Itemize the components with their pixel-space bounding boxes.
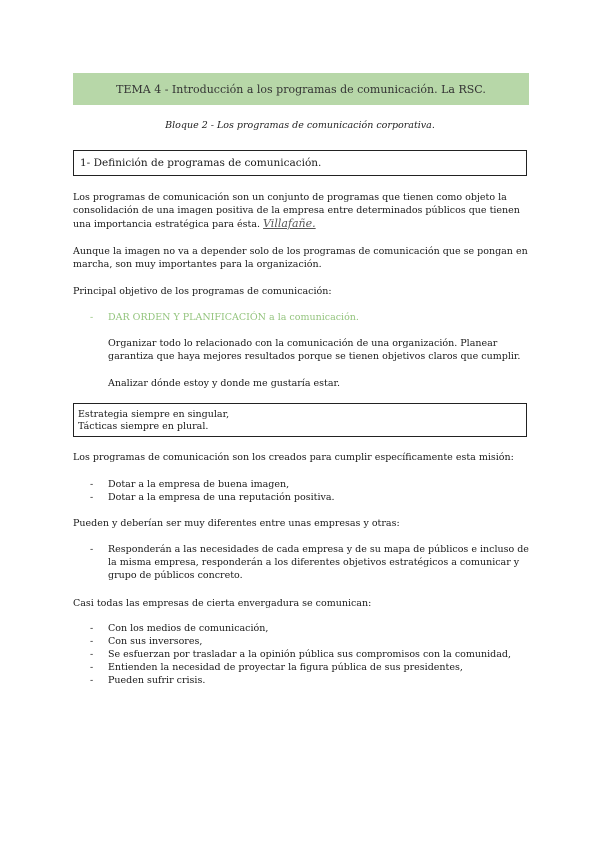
objective-list: [90, 311, 530, 324]
note-line-2: Tácticas siempre en plural.: [78, 420, 209, 432]
companies-list: [90, 622, 530, 687]
mission-list: [90, 478, 530, 504]
list-item-text: Responderán a las necesidades de cada empresa y de su mapa de públicos e incluso de la misma empresa, responderán a los diferentes objetivos estratégicos a comunicar y grupo de públicos concreto.: [108, 544, 529, 581]
list-item: [90, 491, 530, 504]
block-subtitle: Bloque 2 - Los programas de comunicación corporativa.: [165, 120, 435, 131]
list-item: [90, 661, 530, 674]
list-item: [90, 311, 530, 324]
bullet-dash: -: [90, 544, 94, 555]
objective-analysis: Analizar dónde estoy y donde me gustaría estar.: [108, 378, 341, 389]
topic-title: TEMA 4 - Introducción a los programas de comunicación. La RSC.: [116, 82, 486, 96]
note-line-1: Estrategia siempre en singular,: [78, 409, 230, 420]
list-item: [90, 622, 530, 635]
strategy-note-box: [73, 403, 527, 437]
list-item-text: Entienden la necesidad de proyectar la figura pública de sus presidentes,: [108, 662, 463, 673]
list-item-text: Se esfuerzan por trasladar a la opinión pública sus compromisos con la comunidad,: [108, 649, 512, 660]
objective-label: Principal objetivo de los programas de comunicación:: [73, 286, 332, 297]
list-item-text: Con los medios de comunicación,: [108, 623, 269, 634]
definition-paragraph: [73, 191, 533, 231]
section-heading-box: [73, 150, 527, 176]
bullet-dash: -: [90, 479, 94, 490]
differences-intro: Pueden y deberían ser muy diferentes entre unas empresas y otras:: [73, 518, 400, 529]
objective-rest: a la comunicación.: [266, 312, 359, 323]
bullet-dash: -: [90, 492, 94, 503]
list-item-text: Con sus inversores,: [108, 636, 203, 647]
companies-intro: Casi todas las empresas de cierta envergadura se comunican:: [73, 598, 372, 609]
mission-intro: Los programas de comunicación son los creados para cumplir específicamente esta misión:: [73, 452, 514, 463]
list-item-text: Dotar a la empresa de buena imagen,: [108, 479, 290, 490]
topic-title-banner: [73, 73, 529, 105]
objective-highlight: DAR ORDEN Y PLANIFICACIÓN: [108, 312, 266, 323]
definition-text: Los programas de comunicación son un conjunto de programas que tienen como objeto la consolidación de una imagen positiva de la empresa entre determinados públicos que tienen una importancia estratégica para ésta.: [73, 192, 520, 230]
list-item: [90, 674, 530, 687]
bullet-dash: -: [90, 675, 94, 686]
bullet-dash: -: [90, 649, 94, 660]
list-item-text: Pueden sufrir crisis.: [108, 675, 206, 686]
list-item: [90, 543, 530, 582]
section-heading: 1- Definición de programas de comunicación.: [80, 157, 322, 169]
list-item-text: Dotar a la empresa de una reputación positiva.: [108, 492, 335, 503]
bullet-dash: -: [90, 312, 94, 323]
differences-list: [90, 543, 530, 582]
list-item: [90, 635, 530, 648]
author-citation: Villafañe.: [263, 217, 316, 230]
bullet-dash: -: [90, 662, 94, 673]
importance-paragraph: Aunque la imagen no va a depender solo de los programas de comunicación que se pongan en marcha, son muy importantes para la organización.: [73, 246, 528, 270]
objective-detail: Organizar todo lo relacionado con la comunicación de una organización. Planear garantiza que haya mejores resultados porque se tienen objetivos claros que cumplir.: [108, 338, 521, 362]
bullet-dash: -: [90, 636, 94, 647]
list-item: [90, 478, 530, 491]
list-item: [90, 648, 530, 661]
bullet-dash: -: [90, 623, 94, 634]
